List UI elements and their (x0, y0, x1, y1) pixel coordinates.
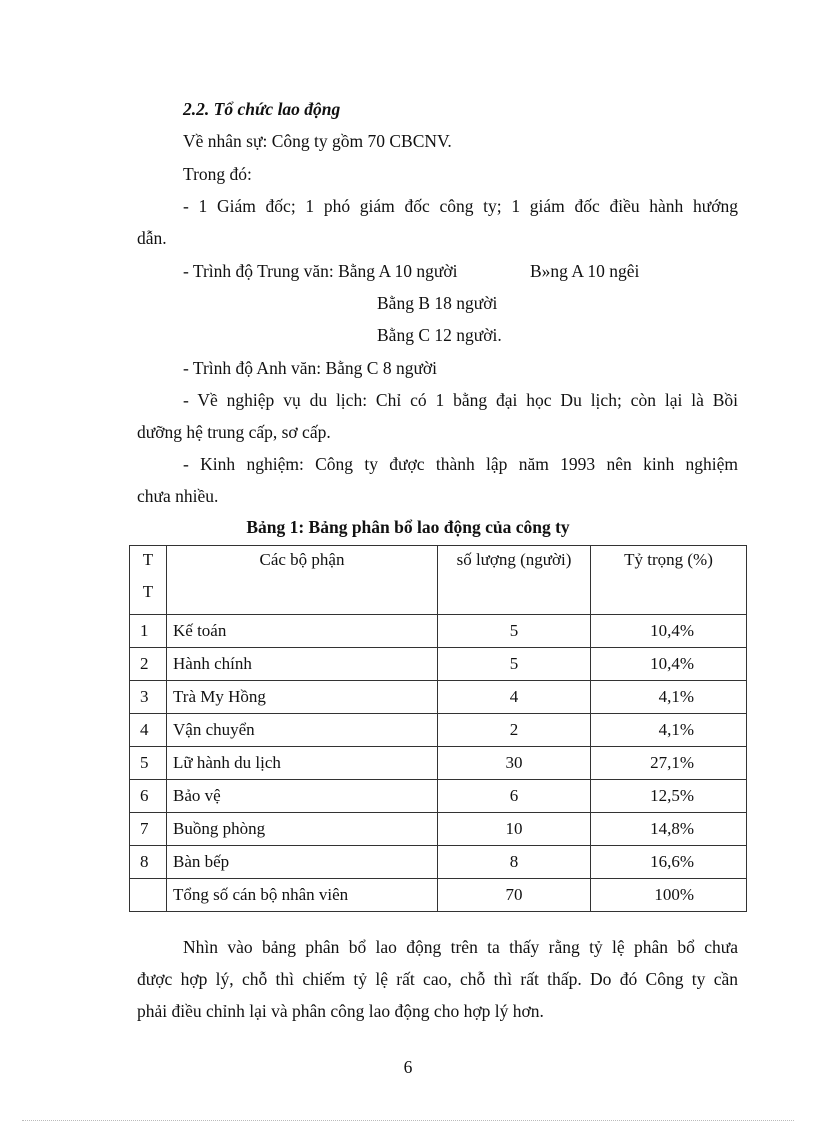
conclusion-line-2: được hợp lý, chỗ thì chiếm tỷ lệ rất cao, chỗ thì rất thấp. Do đó Công ty cần (137, 969, 738, 989)
table-header-row (130, 546, 747, 615)
tourism-line-2: dưỡng hệ trung cấp, sơ cấp. (137, 422, 331, 442)
row-count: 5 (438, 648, 591, 681)
page-bottom-divider (22, 1120, 794, 1121)
staff-paragraph: Về nhân sự: Công ty gồm 70 CBCNV. (183, 131, 452, 151)
row-department: Vận chuyển (167, 714, 438, 747)
table-row (130, 747, 747, 780)
total-number (130, 879, 167, 912)
row-count: 30 (438, 747, 591, 780)
header-share: Tỷ trọng (%) (591, 546, 747, 615)
row-number: 3 (130, 681, 167, 714)
labor-distribution-table (129, 545, 747, 912)
table-row (130, 780, 747, 813)
header-count: số lượng (người) (438, 546, 591, 615)
row-count: 6 (438, 780, 591, 813)
row-department: Bảo vệ (167, 780, 438, 813)
row-department: Trà My Hồng (167, 681, 438, 714)
english-level: - Trình độ Anh văn: Bằng C 8 người (183, 358, 438, 378)
conclusion-line-3: phải điều chỉnh lại và phân công lao động cho hợp lý hơn. (137, 1001, 544, 1021)
experience-line-2: chưa nhiều. (137, 486, 219, 506)
directors-line-1: - 1 Giám đốc; 1 phó giám đốc công ty; 1 giám đốc điều hành hướng (183, 196, 738, 216)
header-departments: Các bộ phận (167, 546, 438, 615)
row-share: 14,8% (591, 813, 747, 846)
tourism-line-1: - Về nghiệp vụ du lịch: Chỉ có 1 bằng đại học Du lịch; còn lại là Bồi (183, 390, 738, 410)
row-number: 7 (130, 813, 167, 846)
header-tt-line-1: T (142, 550, 154, 569)
row-department: Buồng phòng (167, 813, 438, 846)
section-heading: 2.2. Tổ chức lao động (183, 99, 341, 119)
page-number: 6 (403, 1057, 413, 1077)
row-department: Lữ hành du lịch (167, 747, 438, 780)
row-count: 2 (438, 714, 591, 747)
row-share: 16,6% (591, 846, 747, 879)
row-share: 10,4% (591, 615, 747, 648)
table-row (130, 681, 747, 714)
header-tt-line-2: T (142, 582, 154, 601)
row-number: 8 (130, 846, 167, 879)
row-department: Kế toán (167, 615, 438, 648)
chinese-level-c: Bằng C 12 người. (377, 325, 502, 345)
table-row (130, 813, 747, 846)
experience-line-1: - Kinh nghiệm: Công ty được thành lập năm 1993 nên kinh nghiệm (183, 454, 738, 474)
row-share: 27,1% (591, 747, 747, 780)
row-number: 2 (130, 648, 167, 681)
conclusion-line-1: Nhìn vào bảng phân bổ lao động trên ta thấy rằng tỷ lệ phân bổ chưa (183, 937, 738, 957)
table-row (130, 714, 747, 747)
row-share: 12,5% (591, 780, 747, 813)
row-number: 1 (130, 615, 167, 648)
row-department: Bàn bếp (167, 846, 438, 879)
row-share: 4,1% (591, 681, 747, 714)
chinese-level-b: Bằng B 18 người (377, 293, 498, 313)
total-share: 100% (591, 879, 747, 912)
directors-line-2: dẫn. (137, 228, 167, 248)
header-tt (130, 546, 167, 615)
row-number: 4 (130, 714, 167, 747)
table-row (130, 648, 747, 681)
row-count: 10 (438, 813, 591, 846)
row-share: 4,1% (591, 714, 747, 747)
total-label: Tổng số cán bộ nhân viên (167, 879, 438, 912)
chinese-level-a: - Trình độ Trung văn: Bằng A 10 người (183, 261, 458, 281)
row-department: Hành chính (167, 648, 438, 681)
row-number: 5 (130, 747, 167, 780)
total-count: 70 (438, 879, 591, 912)
chinese-level-a-extra: B»ng A 10 ngêi (530, 261, 640, 281)
table-row (130, 846, 747, 879)
row-share: 10,4% (591, 648, 747, 681)
table-total-row (130, 879, 747, 912)
row-count: 5 (438, 615, 591, 648)
row-count: 4 (438, 681, 591, 714)
table-row (130, 615, 747, 648)
row-count: 8 (438, 846, 591, 879)
table-caption: Bảng 1: Bảng phân bổ lao động của công ty (246, 517, 570, 537)
row-number: 6 (130, 780, 167, 813)
among-line: Trong đó: (183, 164, 252, 184)
